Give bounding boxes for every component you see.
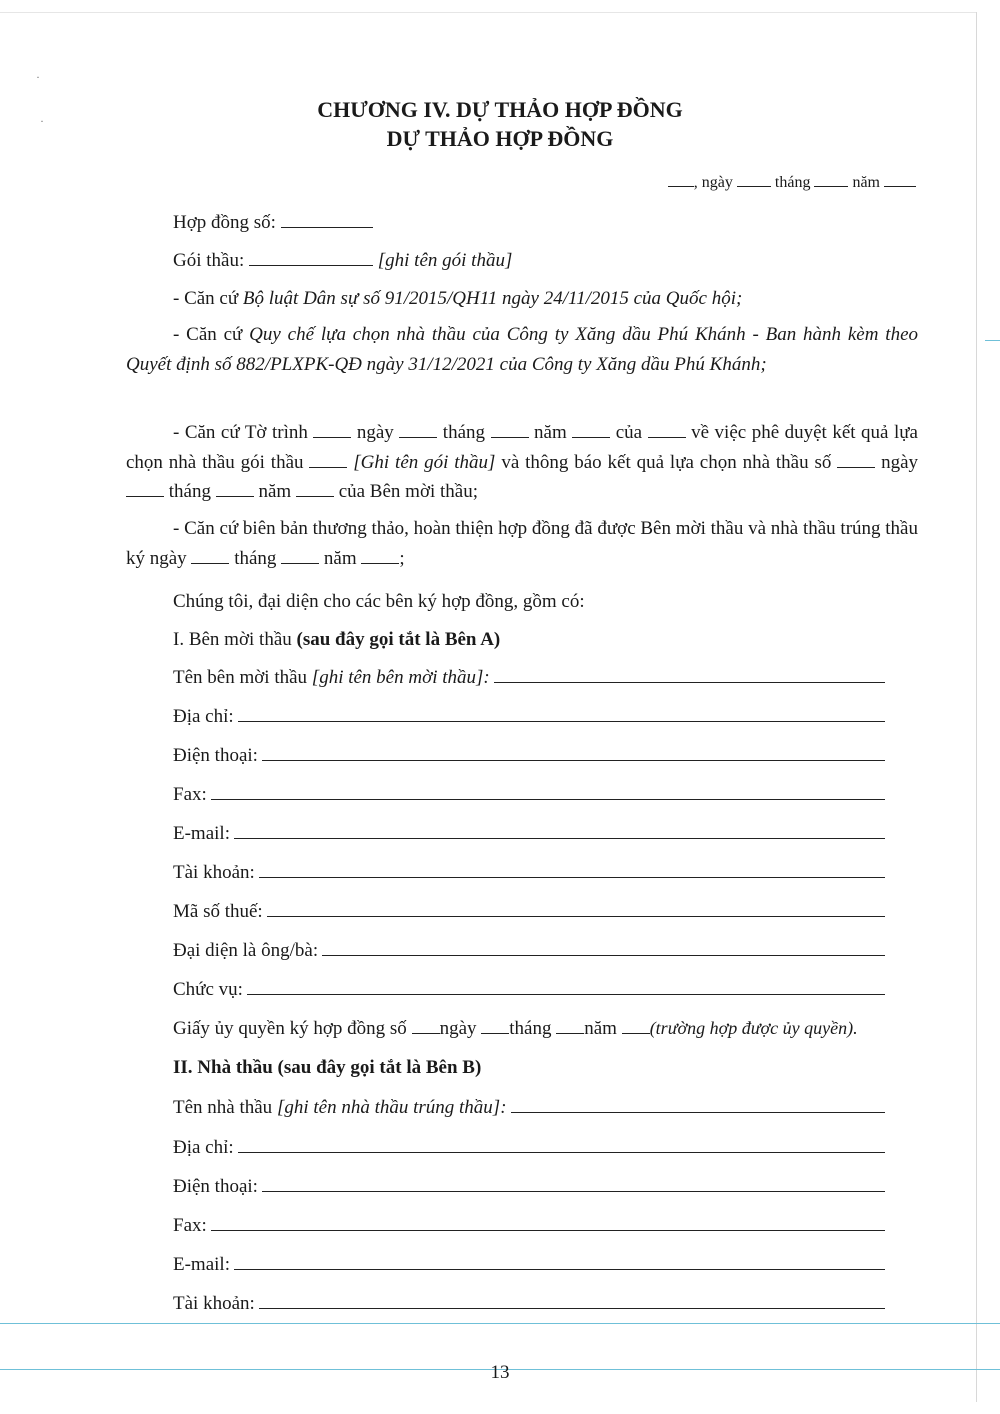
- blank: [191, 547, 229, 564]
- party-a-heading: [173, 628, 500, 652]
- fill-line: [238, 1138, 885, 1153]
- fill-line: [262, 746, 885, 761]
- field-label: Chức vụ:: [173, 979, 243, 1000]
- auth-hint: (trường hợp được ủy quyền).: [649, 1018, 858, 1038]
- package-name-hint: [Ghi tên gói thầu]: [353, 451, 496, 473]
- party-b-name-row: [173, 1096, 885, 1120]
- scan-dot: ·: [36, 70, 40, 84]
- approval-text: về việc phê duyệt kết quả lựa chọn nhà thầu gói thầu: [126, 422, 918, 473]
- blank: [296, 480, 334, 497]
- field-label: Tên bên mời thầu: [173, 667, 308, 688]
- document-title: DỰ THẢO HỢP ĐỒNG: [386, 126, 614, 151]
- fill-line: [267, 902, 885, 917]
- page-edge-right: [976, 12, 977, 1402]
- contract-number-blank: [281, 211, 373, 228]
- field-label: Fax:: [173, 784, 207, 805]
- blank: [313, 421, 351, 438]
- party-a-email-row: [173, 822, 885, 846]
- field-label: Tài khoản:: [173, 862, 255, 883]
- fill-line: [211, 1216, 885, 1231]
- date-day-label: , ngày: [693, 174, 733, 191]
- year-label: năm: [323, 547, 357, 569]
- fill-line: [247, 980, 885, 995]
- party-b-heading: [173, 1056, 481, 1080]
- date-year-label: năm: [852, 174, 880, 191]
- field-label: Điện thoại:: [173, 1176, 258, 1197]
- field-label: Địa chỉ:: [173, 1137, 234, 1158]
- party-a-name-row: [173, 666, 885, 690]
- of-label: của: [615, 422, 643, 443]
- blank: [216, 480, 254, 497]
- basis-civil-code: [173, 287, 742, 311]
- party-a-heading-bold: (sau đây gọi tắt là Bên A): [296, 629, 501, 650]
- date-month-label: tháng: [774, 174, 811, 191]
- place-blank: [668, 170, 694, 187]
- party-a-address-row: [173, 705, 885, 729]
- chapter-title: CHƯƠNG IV. DỰ THẢO HỢP ĐỒNG: [317, 97, 683, 122]
- party-b-account-row: [173, 1292, 885, 1316]
- intro-line: Chúng tôi, đại diện cho các bên ký hợp đồng, gồm có:: [173, 591, 585, 612]
- day-label: ngày: [356, 422, 394, 443]
- blank: [572, 421, 610, 438]
- day-blank: [737, 170, 771, 187]
- fill-line: [259, 1294, 885, 1309]
- basis-civil-code-text: Bộ luật Dân sự số 91/2015/QH11 ngày 24/11/2015 của Quốc hội;: [242, 288, 743, 309]
- scan-line: [985, 340, 1000, 341]
- blank: [126, 480, 164, 497]
- field-label: E-mail:: [173, 1254, 230, 1275]
- field-label: Tên nhà thầu: [173, 1097, 273, 1118]
- party-b-fax-row: [173, 1214, 885, 1238]
- basis-regulation-text: Quy chế lựa chọn nhà thầu của Công ty Xăng dầu Phú Khánh - Ban hành kèm theo Quyết định số 882/PLXPK-QĐ ngày 31/12/2021 của Công ty Xăng dầu Phú Khánh;: [126, 324, 919, 375]
- dateline: [668, 170, 916, 192]
- field-label: Mã số thuế:: [173, 901, 263, 922]
- month-label: tháng: [442, 422, 486, 443]
- page-number: 13: [490, 1362, 510, 1383]
- blank: [622, 1017, 650, 1034]
- blank: [481, 1017, 509, 1034]
- basis-negotiation: [126, 514, 918, 573]
- basis-submission-prefix: - Căn cứ Tờ trình: [173, 422, 308, 443]
- party-a-fax-row: [173, 783, 885, 807]
- month-label: tháng: [168, 481, 211, 502]
- fill-line: [238, 707, 885, 722]
- year-label: năm: [584, 1018, 617, 1039]
- fill-line: [234, 1255, 885, 1270]
- fill-line: [494, 668, 885, 683]
- party-b-address-row: [173, 1136, 885, 1160]
- blank: [361, 547, 399, 564]
- field-label: Tài khoản:: [173, 1293, 255, 1314]
- fill-line: [262, 1177, 885, 1192]
- month-blank: [814, 170, 848, 187]
- fill-line: [234, 824, 885, 839]
- party-b-email-row: [173, 1253, 885, 1277]
- fill-line: [259, 863, 885, 878]
- month-label: tháng: [509, 1018, 552, 1039]
- package-label: Gói thầu:: [173, 250, 245, 271]
- basis-submission: [126, 418, 918, 507]
- blank: [309, 451, 347, 468]
- contract-number-label: Hợp đồng số:: [173, 212, 276, 233]
- contract-number-line: [173, 211, 373, 235]
- basis-prefix: - Căn cứ: [173, 288, 243, 309]
- party-b-phone-row: [173, 1175, 885, 1199]
- field-label: E-mail:: [173, 823, 230, 844]
- fill-line: [211, 785, 885, 800]
- year-blank: [884, 170, 916, 187]
- package-hint: [ghi tên gói thầu]: [377, 250, 513, 271]
- page-edge-top: [0, 12, 976, 13]
- basis-prefix: - Căn cứ: [173, 324, 250, 345]
- blank: [556, 1017, 584, 1034]
- party-a-phone-row: [173, 744, 885, 768]
- year-label: năm: [534, 422, 567, 443]
- blank: [648, 421, 686, 438]
- blank: [281, 547, 319, 564]
- year-label: năm: [258, 481, 292, 502]
- basis-regulation: [126, 320, 918, 379]
- notice-text: và thông báo kết quả lựa chọn nhà thầu số: [501, 451, 832, 473]
- party-a-account-row: [173, 861, 885, 885]
- semicolon: ;: [399, 547, 405, 569]
- party-a-rep-row: [173, 939, 885, 963]
- blank: [491, 421, 529, 438]
- package-line: [173, 249, 512, 273]
- negotiation-text: - Căn cứ biên bản thương thảo, hoàn thiện hợp đồng đã được Bên mời thầu và nhà thầu trúng thầu ký ngày: [126, 518, 918, 569]
- scan-dot: ·: [40, 114, 44, 128]
- scan-line: [0, 1323, 1000, 1324]
- month-label: tháng: [234, 547, 277, 569]
- party-a-tax-row: [173, 900, 885, 924]
- party-a-position-row: [173, 978, 885, 1002]
- field-label: Điện thoại:: [173, 745, 258, 766]
- inviter-text: của Bên mời thầu;: [338, 481, 479, 502]
- blank: [399, 421, 437, 438]
- package-blank: [249, 249, 373, 266]
- blank: [837, 451, 875, 468]
- fill-line: [511, 1098, 885, 1113]
- field-label: Fax:: [173, 1215, 207, 1236]
- field-label: Địa chỉ:: [173, 706, 234, 727]
- party-a-heading-text: I. Bên mời thầu: [173, 629, 297, 650]
- day-label: ngày: [439, 1018, 477, 1039]
- fill-line: [322, 941, 885, 956]
- blank: [412, 1017, 440, 1034]
- party-a-authorization-row: [173, 1016, 858, 1041]
- day-label: ngày: [881, 451, 919, 473]
- field-hint: [ghi tên bên mời thầu]:: [311, 667, 490, 688]
- auth-label: Giấy ủy quyền ký hợp đồng số: [173, 1018, 407, 1039]
- field-label: Đại diện là ông/bà:: [173, 940, 319, 961]
- party-b-heading-text: II. Nhà thầu (sau đây gọi tắt là Bên B): [173, 1057, 482, 1078]
- field-hint: [ghi tên nhà thầu trúng thầu]:: [276, 1097, 507, 1118]
